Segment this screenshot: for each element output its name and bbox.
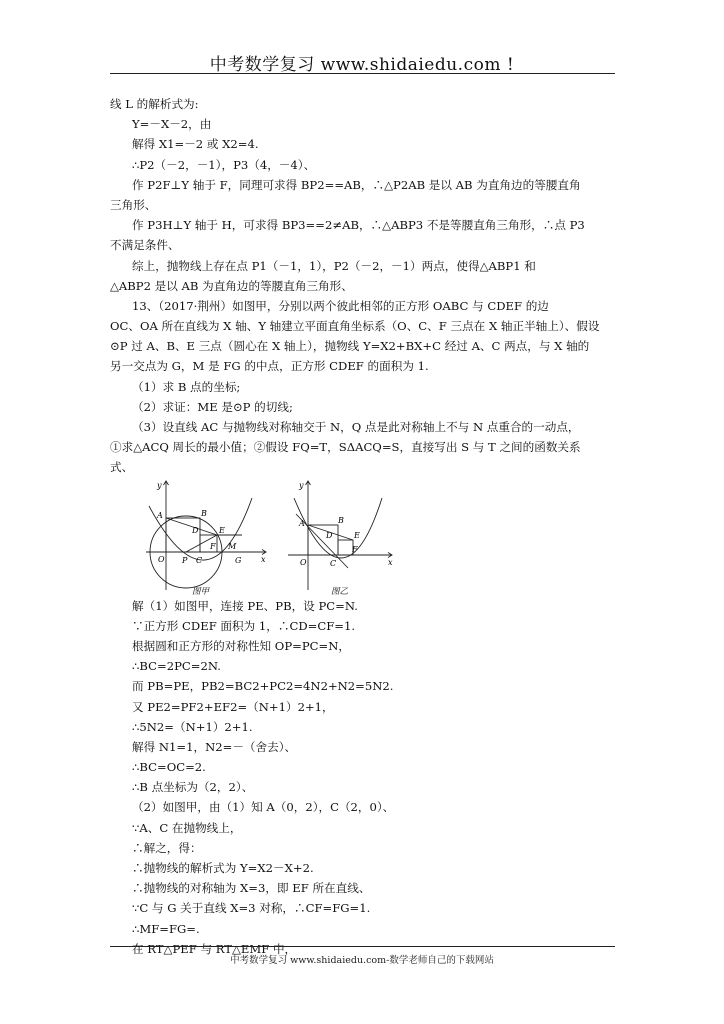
text-line: ∴BC=OC=2. xyxy=(132,760,206,775)
text-line: （3）设直线 AC 与抛物线对称轴交于 N，Q 点是此对称轴上不与 N 点重合的一动点， xyxy=(132,420,580,434)
footer-divider xyxy=(110,946,615,947)
fig-b-label-y: y xyxy=(299,480,304,490)
text-line: 作 P2F⊥Y 轴于 F，同理可求得 BP2==AB，∴△P2AB 是以 AB 为直角边的等腰直角 xyxy=(132,177,581,192)
fig-b-label-f: F xyxy=(352,544,358,554)
figure-b xyxy=(286,478,396,596)
text-line: 另一交点为 G，M 是 FG 的中点，正方形 CDEF 的面积为 1. xyxy=(110,359,429,374)
text-line: ∴B 点坐标为（2，2）、 xyxy=(132,780,254,795)
problem-text xyxy=(110,94,615,478)
fig-b-label-o: O xyxy=(300,557,307,567)
text-line: 解得 N1=1，N2=－（舍去）、 xyxy=(132,739,297,754)
fig-a-caption: 图甲 xyxy=(192,586,210,596)
fig-b-label-a: A xyxy=(299,518,305,528)
fig-a-label-x: x xyxy=(261,554,266,564)
text-line: △ABP2 是以 AB 为直角边的等腰直角三角形、 xyxy=(110,278,353,293)
text-line: ∴抛物线的对称轴为 X=3，即 EF 所在直线、 xyxy=(132,881,371,896)
fig-a-label-g: G xyxy=(235,555,242,565)
text-line: 又 PE2=PF2+EF2=（N+1）2+1， xyxy=(132,699,334,714)
fig-b-label-c: C xyxy=(330,558,337,568)
text-line: ∴BC=2PC=2N. xyxy=(132,659,221,674)
text-line: 作 P3H⊥Y 轴于 H，可求得 BP3==2≠AB，∴△ABP3 不是等腰直角三角形，∴点 P3 xyxy=(132,218,585,233)
text-line: 解（1）如图甲，连接 PE、PB，设 PC=N. xyxy=(132,598,358,613)
text-line: （1）求 B 点的坐标; xyxy=(132,379,241,394)
text-line: 综上，抛物线上存在点 P1（－1，1），P2（－2，－1）两点，使得△ABP1 和 xyxy=(132,258,536,273)
text-line: ∴抛物线的解析式为 Y=X2－X+2. xyxy=(132,861,314,875)
text-line: OC、OA 所在直线为 X 轴、Y 轴建立平面直角坐标系（O、C、F 三点在 X 轴正半轴上）、假设 xyxy=(110,319,600,334)
text-line: 13、（2017·荆州）如图甲，分别以两个彼此相邻的正方形 OABC 与 CDEF 的边 xyxy=(132,298,549,313)
text-line: （2）如图甲，由（1）知 A（0，2），C（2，0）、 xyxy=(132,800,395,815)
text-line: 解得 X1=－2 或 X2=4. xyxy=(132,137,259,152)
fig-a-label-m: M xyxy=(228,541,237,551)
text-line: ∵A、C 在抛物线上， xyxy=(132,820,242,835)
text-line: 线 L 的解析式为: xyxy=(110,97,199,111)
text-line: 三角形、 xyxy=(110,197,157,212)
fig-a-label-d: D xyxy=(192,525,199,535)
fig-a-label-a: A xyxy=(157,510,163,520)
text-line: ⊙P 过 A、B、E 三点（圆心在 X 轴上），抛物线 Y=X2+BX+C 经过 A、C 两点，与 X 轴的 xyxy=(110,339,590,354)
fig-b-label-e: E xyxy=(354,530,360,540)
text-line: 不满足条件、 xyxy=(110,238,180,253)
text-line: ∴MF=FG=. xyxy=(132,921,200,936)
fig-b-label-x: x xyxy=(388,557,393,567)
page-footer: 中考数学复习 www.shidaiedu.com-数学老师自己的下载网站 xyxy=(230,955,494,966)
text-line: 而 PB=PE，PB2=BC2+PC2=4N2+N2=5N2. xyxy=(132,679,394,694)
text-line: ∴5N2=（N+1）2+1. xyxy=(132,719,253,734)
figures-row xyxy=(110,478,615,596)
text-line: ①求△ACQ 周长的最小值；②假设 FQ=T，SΔACQ=S，直接写出 S 与 T 之间的函数关系 xyxy=(110,440,581,455)
fig-a-label-p: P xyxy=(182,555,188,565)
fig-a-label-f: F xyxy=(210,541,216,551)
text-line: ∴解之，得： xyxy=(132,840,202,855)
solution-text xyxy=(110,596,615,959)
fig-a-label-b: B xyxy=(201,508,207,518)
fig-b-label-d: D xyxy=(326,530,333,540)
text-line: ∵C 与 G 关于直线 X=3 对称，∴CF=FG=1. xyxy=(132,901,371,916)
fig-a-label-o: O xyxy=(158,554,165,564)
page-header-title: 中考数学复习 www.shidaiedu.com ! xyxy=(209,55,515,75)
fig-b-caption: 图乙 xyxy=(331,586,349,596)
text-line: 根据圆和正方形的对称性知 OP=PC=N， xyxy=(132,638,350,653)
text-line: 式、 xyxy=(110,460,134,475)
fig-a-label-e: E xyxy=(219,525,225,535)
figure-a xyxy=(144,478,269,596)
fig-a-label-y: y xyxy=(157,480,162,490)
fig-b-label-b: B xyxy=(338,515,344,525)
text-line: 在 RT△PEF 与 RT△EMF 中， xyxy=(132,941,297,956)
text-line: ∴P2（－2，－1），P3（4，－4）、 xyxy=(132,157,316,172)
text-line: Y=－X－2，由 xyxy=(132,117,212,132)
fig-a-label-c: C xyxy=(196,555,203,565)
text-line: ∵正方形 CDEF 面积为 1，∴CD=CF=1. xyxy=(132,618,356,633)
document-body xyxy=(110,94,615,959)
header-divider xyxy=(110,73,615,74)
text-line: （2）求证：ME 是⊙P 的切线; xyxy=(132,399,293,414)
